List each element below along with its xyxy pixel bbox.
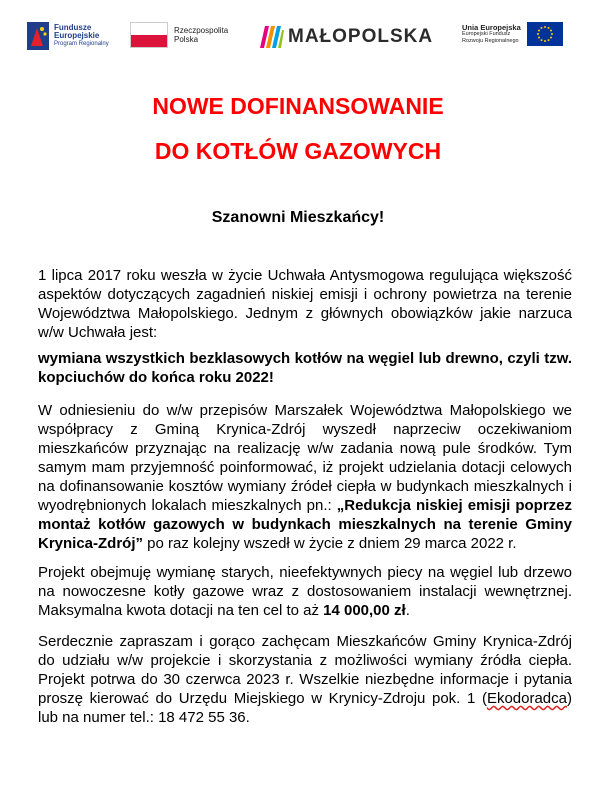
- ue-line3: Rozwoju Regionalnego: [462, 37, 519, 44]
- ue-line1: Unia Europejska: [462, 22, 521, 32]
- polish-flag-icon: [130, 22, 168, 48]
- fe-logo-text: [54, 24, 109, 48]
- malopolska-name: MAŁOPOLSKA: [288, 26, 434, 47]
- paragraph-3: [38, 401, 572, 553]
- paragraph-1: 1 lipca 2017 roku weszła w życie Uchwała Antysmogowa regulująca większość aspektów dotyczących zagadnień niskiej emisji i ochrony powietrza na terenie Województwa Małopolskiego. Jednym z głównych obowiązków jakie narzuca w/w Uchwała jest:: [38, 267, 572, 341]
- project-name: „Redukcja niskiej emisji poprzez montaż kotłów gazowych w budynkach mieszkalnych na terenie Gminy Krynica-Zdrój”: [38, 497, 572, 552]
- ue-logo-text: [462, 24, 521, 45]
- eu-flag-icon: [527, 22, 563, 46]
- p3-text-a: W odniesieniu do w/w przepisów Marszałek Województwa Małopolskiego we współpracy z Gminą Krynica-Zdrój wyszedł naprzeciw oczekiwaniom mieszkańców przyznając na realizację w/w zadania nową pule środków. Tym samym mam przyjemność poinformować, iż projekt udzielania dotacji celowych na dofinansowanie kosztów wymiany źródeł ciepła w budynkach mieszkalnych i wyodrębnionych lokalach mieszkalnych pn.:: [38, 402, 572, 514]
- ue-line2: Europejski Fundusz: [462, 30, 511, 37]
- rp-line1: Rzeczpospolita: [174, 26, 229, 35]
- fundusze-europejskie-logo: [27, 22, 109, 50]
- letter-body: [38, 266, 572, 727]
- fe-line1: Fundusze: [54, 23, 92, 32]
- p4-text-a: Projekt obejmuję wymianę starych, nieefektywnych piecy na węgiel lub drzewo na nowoczesne kotły gazowe wraz z dostosowaniem instalacji wewnętrznej. Maksymalna kwota dotacji na ten cel to aż: [38, 564, 572, 619]
- paragraph-5: [38, 632, 572, 727]
- title-line2: DO KOTŁÓW GAZOWYCH: [154, 138, 442, 164]
- rzeczpospolita-polska-logo: [130, 22, 228, 48]
- paragraph-2-highlight: wymiana wszystkich bezklasowych kotłów na węgiel lub drewno, czyli tzw. kopciuchów do końca roku 2022!: [38, 350, 572, 386]
- p3-text-b: po raz kolejny wszedł w życie z dniem 29 marca 2022 r.: [143, 535, 517, 552]
- greeting: Szanowni Mieszkańcy!: [211, 209, 385, 226]
- p4-text-b: .: [405, 602, 410, 619]
- p5-text-a: Serdecznie zapraszam i gorąco zachęcam Mieszkańców Gminy Krynica-Zdrój do udziału w/w projekcie i skorzystania z możliwości wymiany źródła ciepła. Projekt potrwa do 30 czerwca 2023 r. Wszelkie niezbędne informacje i pytania proszę kierować do Urzędu Miejskiego w Krynicy-Zdroju pok. 1 (: [38, 633, 572, 707]
- unia-europejska-logo: [462, 22, 563, 46]
- fe-emblem-icon: [27, 22, 49, 50]
- ekodoradca-term: Ekodoradca: [486, 690, 567, 707]
- fe-line2: Europejskie: [54, 31, 100, 40]
- fe-line3: Program Regionalny: [54, 41, 109, 47]
- rp-logo-text: [174, 26, 228, 44]
- malopolska-emblem-icon: [260, 26, 284, 48]
- title-line1: NOWE DOFINANSOWANIE: [152, 93, 444, 119]
- logo-bar: [0, 22, 596, 58]
- paragraph-4: [38, 563, 572, 620]
- p5-text-b: ) lub na numer tel.: 18 472 55 36.: [38, 690, 572, 726]
- rp-line2: Polska: [174, 35, 199, 44]
- malopolska-logo: [260, 26, 433, 48]
- max-amount: 14 000,00 zł: [323, 602, 406, 619]
